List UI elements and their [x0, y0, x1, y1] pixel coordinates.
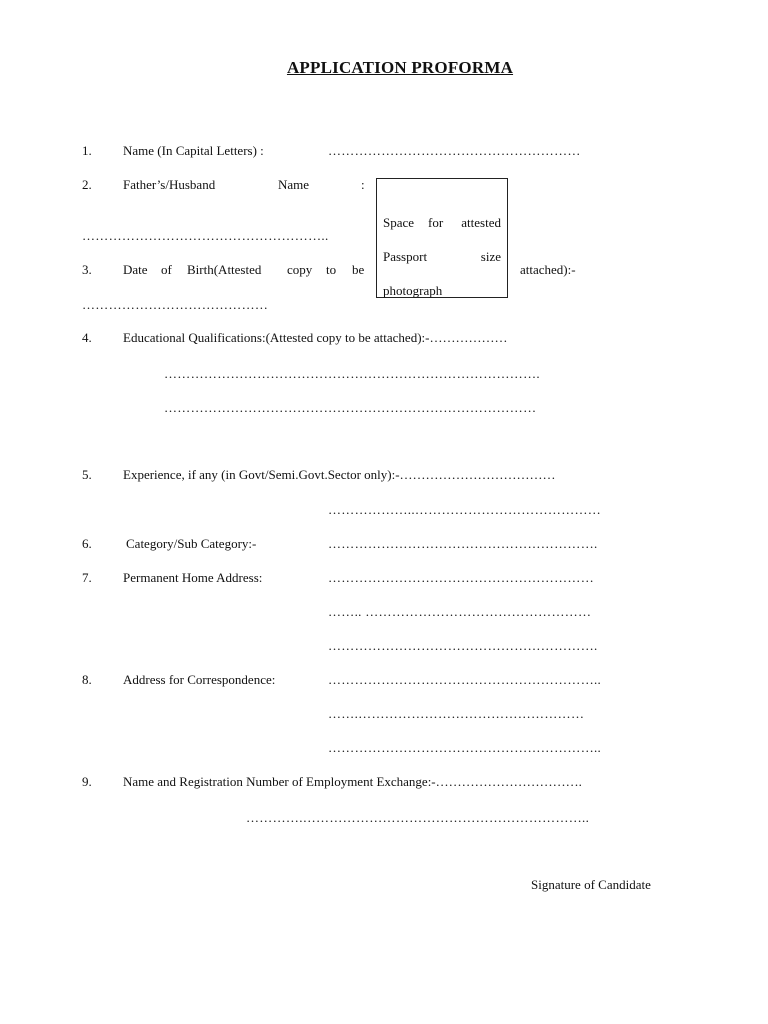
dob-label-word: to	[326, 262, 337, 277]
item-number: 7.	[82, 570, 92, 585]
home-address-field-line[interactable]: ……………………………………………………	[328, 570, 594, 585]
correspondence-address-field-line[interactable]: ……………………………………………………..	[328, 672, 602, 687]
photo-box-word: photograph	[383, 283, 443, 298]
correspondence-address-label: Address for Correspondence:	[123, 672, 276, 687]
father-husband-label-name: Name	[278, 177, 310, 192]
correspondence-address-field-line[interactable]: ……………………………………………………..	[328, 740, 602, 755]
item-number: 2.	[82, 177, 92, 192]
item-number: 3.	[82, 262, 92, 277]
item-number: 5.	[82, 467, 92, 482]
dob-label-word: of	[161, 262, 172, 277]
dob-field[interactable]: ……………………………………	[82, 297, 269, 312]
education-field-line[interactable]: …………………………………………………………………………	[164, 400, 537, 415]
dob-label-word: Birth(Attested	[187, 262, 262, 277]
name-label: Name (In Capital Letters) :	[123, 143, 264, 158]
home-address-field-line[interactable]: …………………………………………………….	[328, 638, 598, 653]
experience-field-line[interactable]: ………………..……………………………………	[328, 502, 602, 517]
signature-label: Signature of Candidate	[531, 877, 651, 892]
photo-box-word: Passport	[383, 249, 428, 264]
photo-box-word: Space	[383, 215, 415, 230]
dob-label-word: Date	[123, 262, 148, 277]
education-field-line[interactable]: ………………………………………………………………………….	[164, 366, 540, 381]
experience-label: Experience, if any (in Govt/Semi.Govt.Sector only):-………………………………	[123, 467, 556, 482]
home-address-field-line[interactable]: …….. ……………………………………………	[328, 604, 592, 619]
dob-label-word: be	[352, 262, 365, 277]
photo-box-word: attested	[461, 215, 501, 230]
home-address-label: Permanent Home Address:	[123, 570, 263, 585]
education-label: Educational Qualifications:(Attested copy to be attached):-………………	[123, 330, 508, 345]
dob-label-tail: attached):-	[520, 262, 576, 277]
item-number: 4.	[82, 330, 92, 345]
category-field[interactable]: …………………………………………………….	[328, 536, 598, 551]
father-husband-field[interactable]: ………………………………………………..	[82, 228, 329, 243]
passport-photo-box	[376, 178, 508, 298]
employment-exchange-field-line[interactable]: ………….………………………………………………………..	[246, 810, 590, 825]
correspondence-address-field-line[interactable]: …….……………………………………………	[328, 706, 585, 721]
dob-label-word: copy	[287, 262, 313, 277]
name-field[interactable]: …………………………………………………	[328, 143, 581, 158]
photo-box-word: size	[480, 249, 501, 264]
page-title: APPLICATION PROFORMA	[286, 58, 514, 77]
item-number: 1.	[82, 143, 92, 158]
photo-box-word: for	[428, 215, 444, 230]
item-number: 8.	[82, 672, 92, 687]
category-label: Category/Sub Category:-	[126, 536, 257, 551]
father-husband-label-colon: :	[361, 177, 365, 192]
item-number: 6.	[82, 536, 92, 551]
item-number: 9.	[82, 774, 92, 789]
employment-exchange-label: Name and Registration Number of Employment Exchange:-…………………………….	[123, 774, 582, 789]
father-husband-label: Father’s/Husband	[123, 177, 216, 192]
